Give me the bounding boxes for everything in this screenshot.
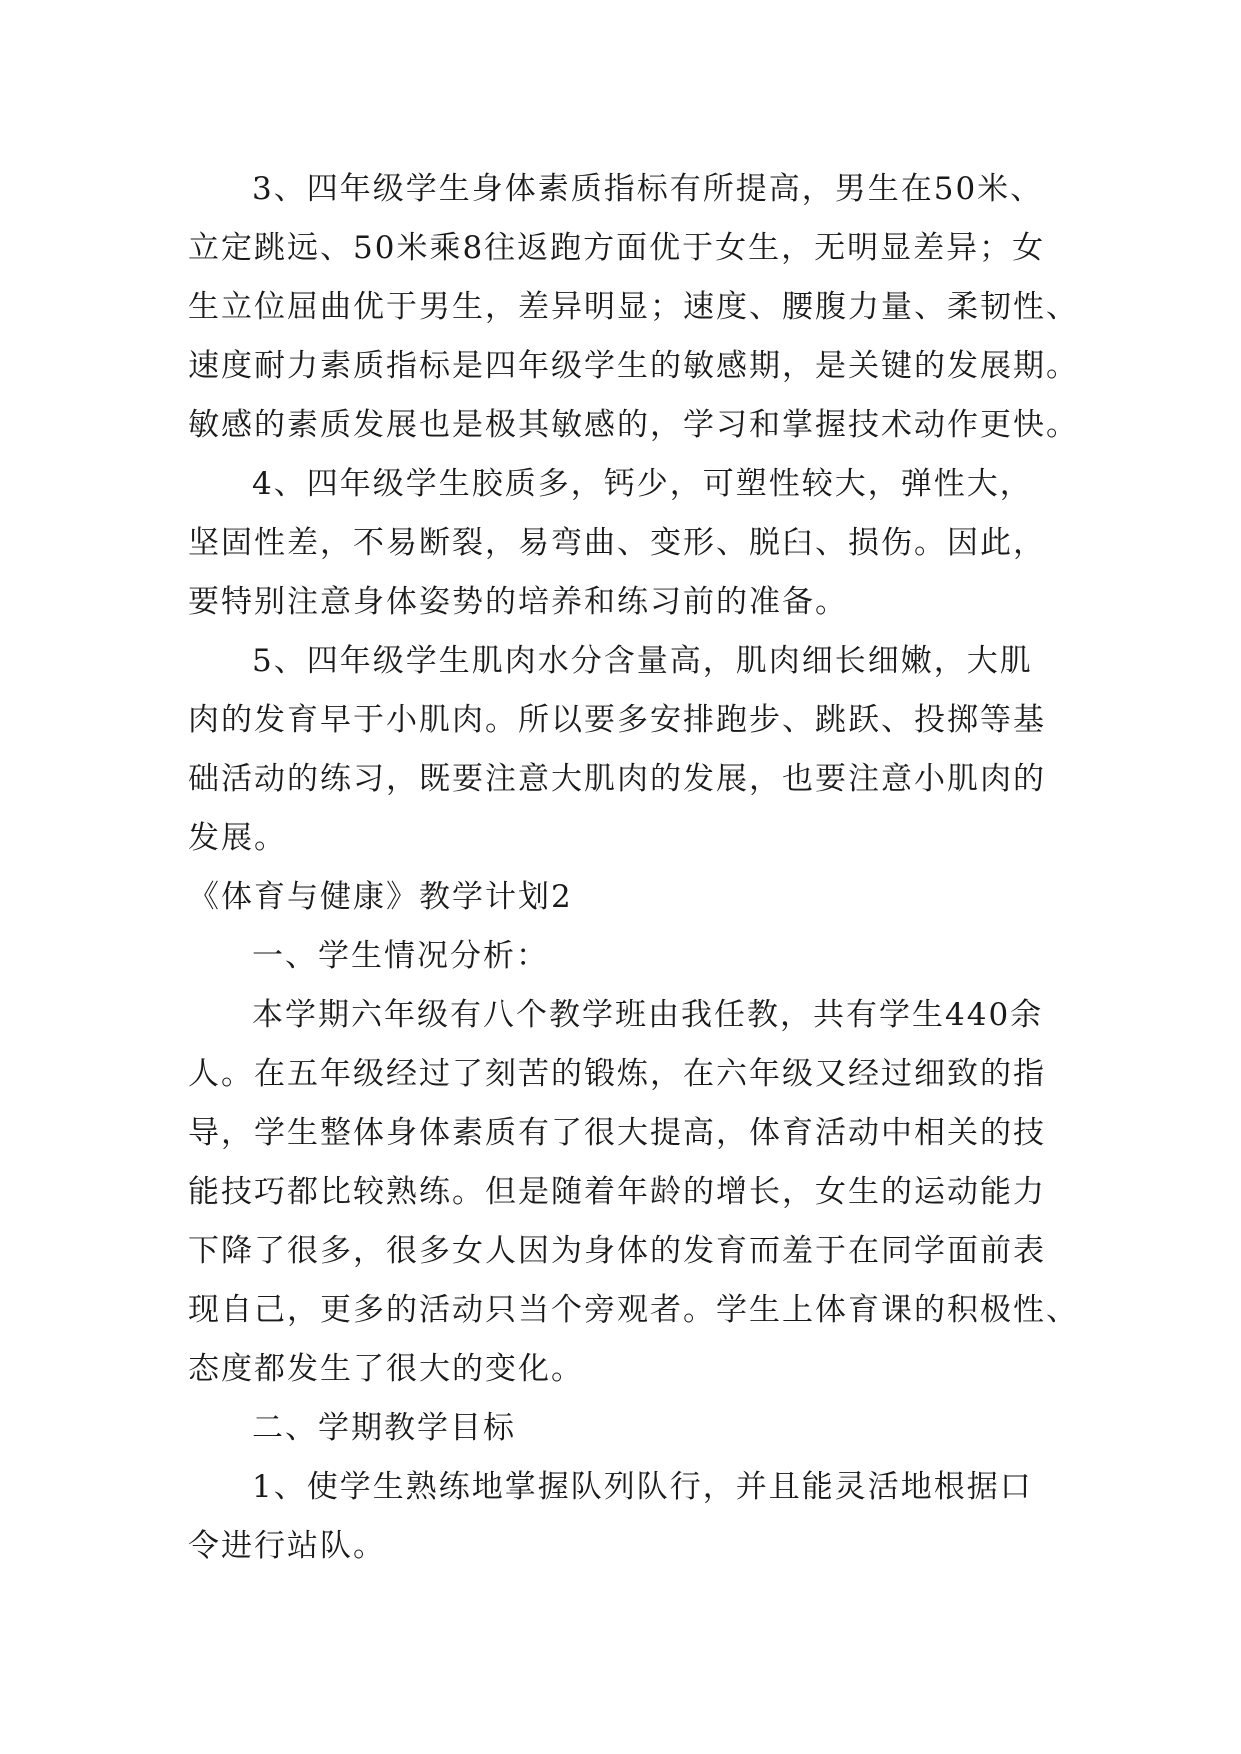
text-line-10: 肉的发育早于小肌肉。所以要多安排跑步、跳跃、投掷等基	[188, 702, 1046, 738]
heading-teaching-goals: 二、学期教学目标	[252, 1410, 516, 1446]
text-line-17: 导，学生整体身体素质有了很大提高，体育活动中相关的技	[188, 1115, 1046, 1151]
text-line-7: 坚固性差，不易断裂，易弯曲、变形、脱臼、损伤。因此，	[188, 525, 1046, 561]
text-line-2: 立定跳远、50米乘8往返跑方面优于女生，无明显差异；女	[188, 230, 1046, 266]
text-line-20: 现自己，更多的活动只当个旁观者。学生上体育课的积极性、	[188, 1292, 1079, 1328]
text-line-6: 4、四年级学生胶质多，钙少，可塑性较大，弹性大，	[252, 466, 1033, 502]
text-line-18: 能技巧都比较熟练。但是随着年龄的增长，女生的运动能力	[188, 1174, 1046, 1210]
heading-student-analysis: 一、学生情况分析：	[252, 938, 549, 974]
text-line-4: 速度耐力素质指标是四年级学生的敏感期，是关键的发展期。	[188, 348, 1079, 384]
text-line-11: 础活动的练习，既要注意大肌肉的发展，也要注意小肌肉的	[188, 761, 1046, 797]
text-line-24: 令进行站队。	[188, 1528, 386, 1564]
text-line-5: 敏感的素质发展也是极其敏感的，学习和掌握技术动作更快。	[188, 407, 1079, 443]
text-line-12: 发展。	[188, 820, 287, 856]
text-line-21: 态度都发生了很大的变化。	[188, 1351, 584, 1387]
text-line-19: 下降了很多，很多女人因为身体的发育而羞于在同学面前表	[188, 1233, 1046, 1269]
text-line-1: 3、四年级学生身体素质指标有所提高，男生在50米、	[252, 171, 1044, 207]
text-line-23: 1、使学生熟练地掌握队列队行，并且能灵活地根据口	[252, 1469, 1033, 1505]
text-line-16: 人。在五年级经过了刻苦的锻炼，在六年级又经过细致的指	[188, 1056, 1046, 1092]
text-line-15: 本学期六年级有八个教学班由我任教，共有学生440余	[252, 997, 1044, 1033]
section-title: 《体育与健康》教学计划2	[188, 879, 573, 915]
text-line-9: 5、四年级学生肌肉水分含量高，肌肉细长细嫩，大肌	[252, 643, 1033, 679]
text-line-8: 要特别注意身体姿势的培养和练习前的准备。	[188, 584, 848, 620]
text-line-3: 生立位屈曲优于男生，差异明显；速度、腰腹力量、柔韧性、	[188, 289, 1079, 325]
